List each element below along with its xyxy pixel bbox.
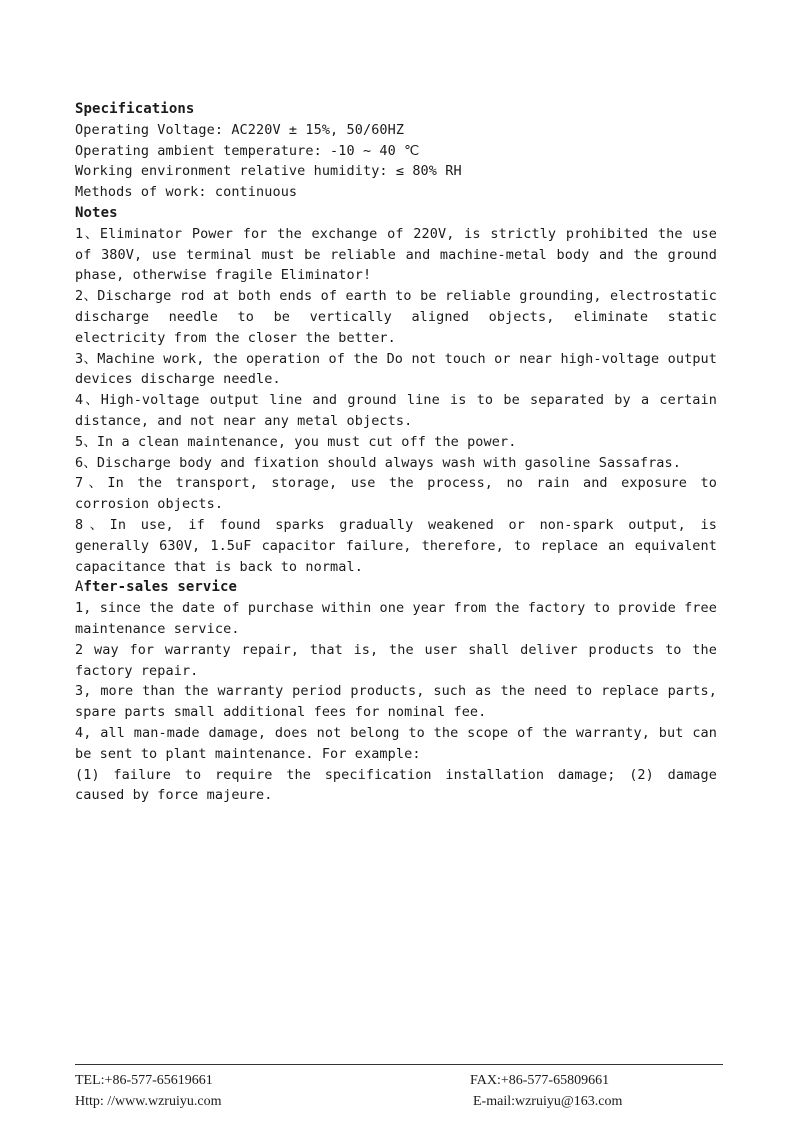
after-sales-item-3: 3, more than the warranty period products, such as the need to replace parts, spare parts small additional fees for nominal fee. <box>75 683 717 721</box>
after-sales-item-2: 2 way for warranty repair, that is, the user shall deliver products to the factory repair. <box>75 641 717 679</box>
spec-line-voltage: Operating Voltage: AC220V ± 15%, 50/60HZ <box>75 121 405 138</box>
note-item-5: 5、In a clean maintenance, you must cut off the power. <box>75 433 517 450</box>
spec-line-temperature: Operating ambient temperature: -10 ~ 40 ℃ <box>75 142 420 159</box>
document-body <box>75 99 717 806</box>
note-item-1: 1、Eliminator Power for the exchange of 220V, is strictly prohibited the use of 380V, use terminal must be reliable and machine-metal body and the ground phase, otherwise fragile Eliminator! <box>75 225 717 284</box>
footer-email: E-mail:wzruiyu@163.com <box>473 1094 623 1109</box>
note-item-6: 6、Discharge body and fixation should always wash with gasoline Sassafras. <box>75 454 681 471</box>
notes-heading: Notes <box>75 204 118 221</box>
footer-divider <box>75 1064 723 1065</box>
note-item-4: 4、High-voltage output line and ground line is to be separated by a certain distance, and not near any metal objects. <box>75 392 717 429</box>
spec-line-work-method: Methods of work: continuous <box>75 184 298 201</box>
footer-fax: FAX:+86-577-65809661 <box>470 1073 610 1088</box>
note-item-3: 3、Machine work, the operation of the Do not touch or near high-voltage output devices discharge needle. <box>75 350 717 388</box>
after-sales-heading-rest: fter-sales service <box>83 579 238 596</box>
footer-tel: TEL:+86-577-65619661 <box>75 1073 213 1088</box>
note-item-8: 8、In use, if found sparks gradually weakened or non-spark output, is generally 630V, 1.5uF capacitor failure, therefore, to replace an equivalent capacitance that is back to normal. <box>75 516 717 575</box>
after-sales-item-4: 4, all man-made damage, does not belong to the scope of the warranty, but can be sent to plant maintenance. For example: <box>75 724 717 762</box>
footer-website: Http: //www.wzruiyu.com <box>75 1094 222 1109</box>
after-sales-item-1: 1, since the date of purchase within one year from the factory to provide free maintenance service. <box>75 600 717 637</box>
spec-line-humidity: Working environment relative humidity: ≤ 80% RH <box>75 163 462 180</box>
note-item-2: 2、Discharge rod at both ends of earth to be reliable grounding, electrostatic discharge needle to be vertically aligned objects, eliminate static electricity from the closer the better. <box>75 288 717 346</box>
specifications-heading: Specifications <box>75 101 195 117</box>
after-sales-heading-initial: A <box>75 579 84 596</box>
note-item-7: 7、In the transport, storage, use the process, no rain and exposure to corrosion objects. <box>75 475 717 513</box>
after-sales-item-5: (1) failure to require the specification installation damage; (2) damage caused by force majeure. <box>75 766 717 804</box>
after-sales-heading <box>75 577 717 598</box>
